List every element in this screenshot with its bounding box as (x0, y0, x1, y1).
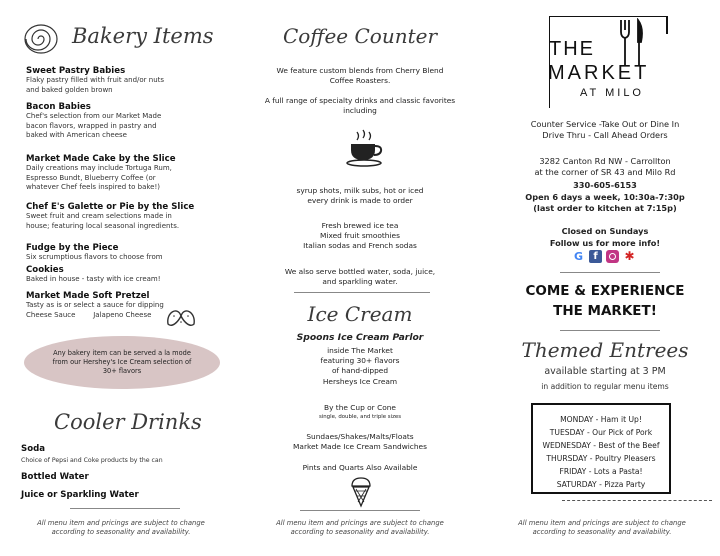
day-line: SATURDAY - Pizza Party (556, 480, 646, 489)
item-desc: house; featuring local seasonal ingredients. (26, 221, 180, 230)
social-icons (572, 250, 642, 264)
text-line: Fresh brewed ice tea (321, 221, 399, 230)
pints: Pints and Quarts Also Available (302, 463, 418, 472)
text-line: Counter Service -Take Out or Dine In (530, 119, 680, 129)
text-line: and sparkling water. (322, 277, 398, 287)
oval-line: 30+ flavors (102, 367, 142, 375)
cinnamon-roll-icon (22, 22, 60, 56)
divider (70, 508, 180, 509)
day-line: WEDNESDAY - Best of the Beef (542, 441, 660, 450)
phone: 330-605-6153 (573, 180, 637, 190)
footer-note (16, 519, 226, 537)
instagram-icon[interactable] (606, 250, 619, 263)
ice-cream-cone-icon (344, 476, 378, 508)
item-name: Cookies (26, 265, 64, 275)
coffee-cup-icon (343, 128, 385, 168)
bakery-item (26, 102, 236, 141)
day-line: MONDAY - Ham it Up! (560, 415, 642, 424)
a-la-mode-oval (24, 336, 220, 389)
item-desc: Chef's selection from our Market Made (26, 112, 162, 120)
footer-line: All menu item and pricings are subject to change (37, 519, 205, 527)
bakery-item (26, 243, 236, 263)
item-desc: Flaky pastry filled with fruit and/or nuts (26, 76, 165, 84)
text-line: We feature custom blends from Cherry Blend (276, 66, 444, 75)
text-line: Italian sodas and French sodas (303, 241, 417, 251)
text-line: every drink is made to order (307, 196, 413, 206)
text-line: A full range of specialty drinks and classic favorites (264, 96, 456, 105)
logo-the: THE (549, 38, 595, 60)
item-desc: Baked in house - tasty with ice cream! (26, 275, 161, 283)
themed-sub2: in addition to regular menu items (541, 382, 669, 391)
coffee-syrup (250, 186, 470, 206)
item-desc: baked with American cheese (26, 131, 127, 140)
item-desc: Sweet fruit and cream selections made in (26, 212, 172, 220)
service (500, 119, 710, 141)
item-desc: Six scrumptious flavors to choose from (26, 253, 163, 261)
cooler-title: Cooler Drinks (54, 410, 202, 434)
item-desc: and baked golden brown (26, 85, 113, 94)
item-desc: whatever Chef feels inspired to bake!) (26, 183, 161, 192)
text-line: Drive Thru - Call Ahead Orders (542, 130, 668, 140)
text-line: Hersheys Ice Cream (322, 376, 398, 386)
logo-market: MARKET (548, 62, 650, 84)
item-name: Market Made Soft Pretzel (26, 291, 150, 301)
coffee-title: Coffee Counter (282, 24, 438, 48)
themed-days-box (531, 403, 671, 494)
text-line: syrup shots, milk subs, hot or iced (296, 186, 424, 195)
dotted-divider (562, 500, 712, 501)
day-line: FRIDAY - Lots a Pasta! (559, 467, 643, 476)
text-line: We also serve bottled water, soda, juice, (284, 267, 436, 276)
text-line: inside The Market (327, 346, 393, 355)
logo-milo: AT MILO (580, 87, 644, 99)
icecream-title: Ice Cream (307, 302, 413, 326)
soda-desc: Choice of Pepsi and Coke products by the can (21, 457, 163, 464)
facebook-icon[interactable]: f (589, 250, 602, 263)
footer-line: according to seasonality and availability. (290, 528, 430, 536)
footer-note (254, 519, 466, 537)
coffee-intro (250, 66, 470, 86)
themed-title: Themed Entrees (521, 338, 689, 362)
logo-frame-right (666, 16, 668, 34)
divider (300, 510, 420, 511)
text-line: 3282 Canton Rd NW - Carrollton (539, 156, 671, 166)
divider (560, 272, 660, 273)
oval-line: Any bakery item can be served a la mode (53, 349, 191, 357)
bakery-title: Bakery Items (72, 24, 214, 48)
juice-title: Juice or Sparkling Water (21, 490, 139, 500)
text-line: at the corner of SR 43 and Milo Rd (534, 167, 676, 177)
coffee-bottled (250, 267, 470, 287)
experience-line: THE MARKET! (553, 303, 657, 319)
closed: Closed on Sundays (561, 226, 649, 236)
bakery-item (26, 66, 236, 95)
footer-line: according to seasonality and availability. (51, 528, 191, 536)
address (500, 156, 710, 178)
coffee-fresh (250, 221, 470, 252)
footer-line: All menu item and pricings are subject to change (276, 519, 444, 527)
oval-line: from our Hershey's Ice Cream selection of (52, 358, 192, 366)
bakery-item (26, 202, 240, 231)
follow: Follow us for more info! (549, 238, 661, 248)
footer-note (496, 519, 708, 537)
item-name: Sweet Pastry Babies (26, 66, 126, 76)
text-line: featuring 30+ flavors (320, 356, 400, 366)
google-icon[interactable]: G (573, 250, 584, 263)
item-name: Bacon Babies (26, 102, 91, 112)
text-line: Open 6 days a week, 10:30a-7:30p (525, 192, 685, 202)
item-desc: Espresso Bundt, Blueberry Coffee (or (26, 173, 156, 182)
bakery-item (26, 154, 236, 193)
text-line: of hand-dipped (331, 366, 389, 376)
text-line: Mixed fruit smoothies (320, 231, 400, 241)
divider (560, 330, 660, 331)
item-name: Chef E's Galette or Pie by the Slice (26, 202, 195, 212)
day-line: THURSDAY - Poultry Pleasers (546, 454, 656, 463)
coffee-range (250, 96, 470, 116)
yelp-icon[interactable]: ✱ (624, 249, 635, 263)
bakery-item (26, 291, 236, 320)
cup-sizes: single, double, and triple sizes (318, 414, 402, 420)
item-desc: bacon flavors, wrapped in pastry and (26, 121, 157, 130)
day-line: TUESDAY - Our Pick of Pork (549, 428, 653, 437)
text-line: Market Made Ice Cream Sandwiches (293, 442, 427, 452)
pretzel-icon (164, 304, 198, 330)
experience-line: COME & EXPERIENCE (525, 283, 685, 299)
divider (294, 292, 430, 293)
item-name: Fudge by the Piece (26, 243, 119, 253)
text-line: Coffee Roasters. (329, 76, 391, 86)
item-desc: Daily creations may include Tortuga Rum, (26, 164, 172, 172)
footer-line: according to seasonality and availability. (532, 528, 672, 536)
item-desc: Cheese Sauce Jalapeno Cheese (26, 310, 152, 319)
soda-title: Soda (21, 444, 46, 454)
bakery-item (26, 265, 236, 285)
footer-line: All menu item and pricings are subject to change (518, 519, 686, 527)
cup-cone: By the Cup or Cone (324, 403, 396, 412)
parlor-lines (250, 346, 470, 387)
sundaes (250, 432, 470, 452)
item-desc: Tasty as is or select a sauce for dipping (26, 301, 164, 309)
hours (500, 192, 710, 214)
themed-sub1: available starting at 3 PM (544, 366, 666, 377)
text-line: including (343, 106, 377, 116)
text-line: Sundaes/Shakes/Malts/Floats (306, 432, 414, 441)
item-name: Market Made Cake by the Slice (26, 154, 176, 164)
parlor-name: Spoons Ice Cream Parlor (296, 332, 424, 343)
text-line: (last order to kitchen at 7:15p) (533, 203, 677, 213)
fork-knife-icon (618, 18, 646, 68)
water-title: Bottled Water (21, 472, 89, 482)
